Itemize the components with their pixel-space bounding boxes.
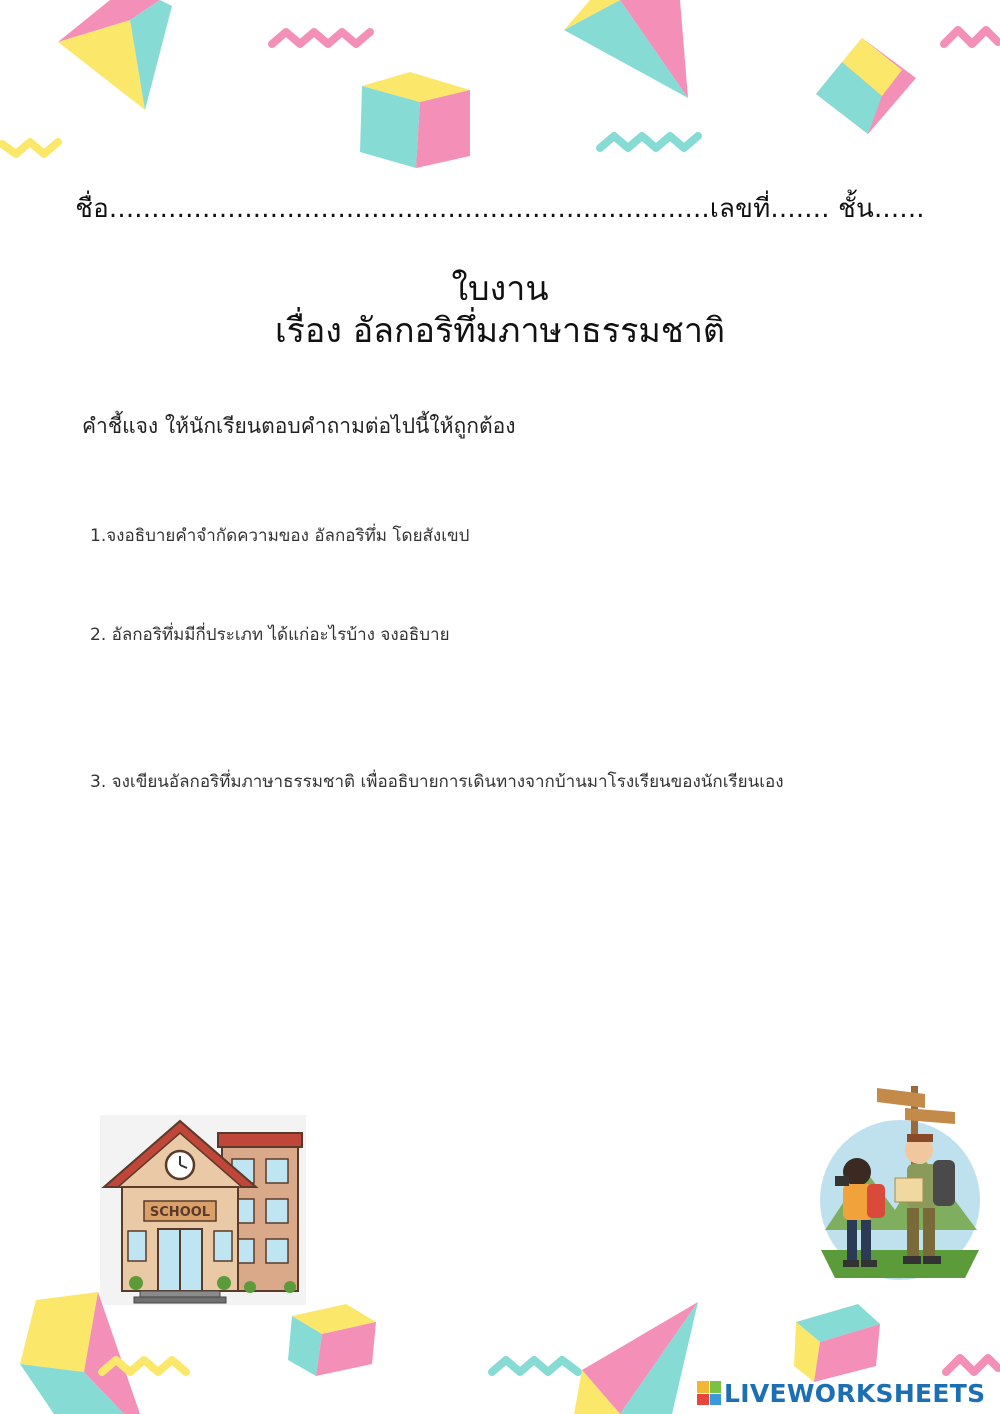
decor-top-zigzag-pink — [268, 26, 378, 52]
decor-bottom-triangle — [560, 1300, 702, 1414]
worksheet-title: ใบงาน — [451, 269, 549, 309]
decor-top-cube — [358, 68, 474, 172]
liveworksheets-logo — [697, 1378, 985, 1408]
worksheet-subtitle: เรื่อง อัลกอริทึ่มภาษาธรรมชาติ — [274, 311, 725, 351]
liveworksheets-logo-icon — [697, 1381, 721, 1405]
school-sign-text: SCHOOL — [149, 1205, 211, 1220]
title-block — [0, 268, 1000, 352]
liveworksheets-logo-text: LIVEWORKSHEETS — [724, 1378, 986, 1408]
decor-top-triangle — [560, 0, 695, 100]
instruction-text: คำชี้แจง ให้นักเรียนตอบคำถามต่อไปนี้ให้ถูกต้อง — [82, 414, 516, 438]
question-2: 2. อัลกอริทึ่มมีกี่ประเภท ได้แก่อะไรบ้าง จงอธิบาย — [90, 625, 450, 645]
school-building-illustration — [100, 1115, 306, 1305]
decor-top-left-prism — [50, 0, 180, 115]
decor-bottom-cube — [286, 1300, 380, 1378]
name-number-class-line: ชื่อ.......................................................................เลขที่....... ชั้น...... — [75, 194, 925, 224]
decor-top-right-zigzag — [938, 22, 1000, 52]
decor-top-right-cube — [812, 34, 920, 138]
decor-bottom-yellow-zigzag — [96, 1352, 200, 1382]
question-3: 3. จงเขียนอัลกอริทึ่มภาษาธรรมชาติ เพื่ออธิบายการเดินทางจากบ้านมาโรงเรียนของนักเรียนเอง — [90, 772, 784, 792]
question-1: 1.จงอธิบายคำจำกัดความของ อัลกอริทึ่ม โดยสังเขป — [90, 526, 470, 546]
decor-bottom-right-zigzag — [940, 1350, 1000, 1380]
decor-teal-zigzag-top — [594, 128, 706, 158]
decor-bottom-right-cube — [792, 1302, 884, 1384]
travelers-illustration — [815, 1080, 990, 1285]
decor-left-zigzag-yellow — [0, 134, 66, 162]
